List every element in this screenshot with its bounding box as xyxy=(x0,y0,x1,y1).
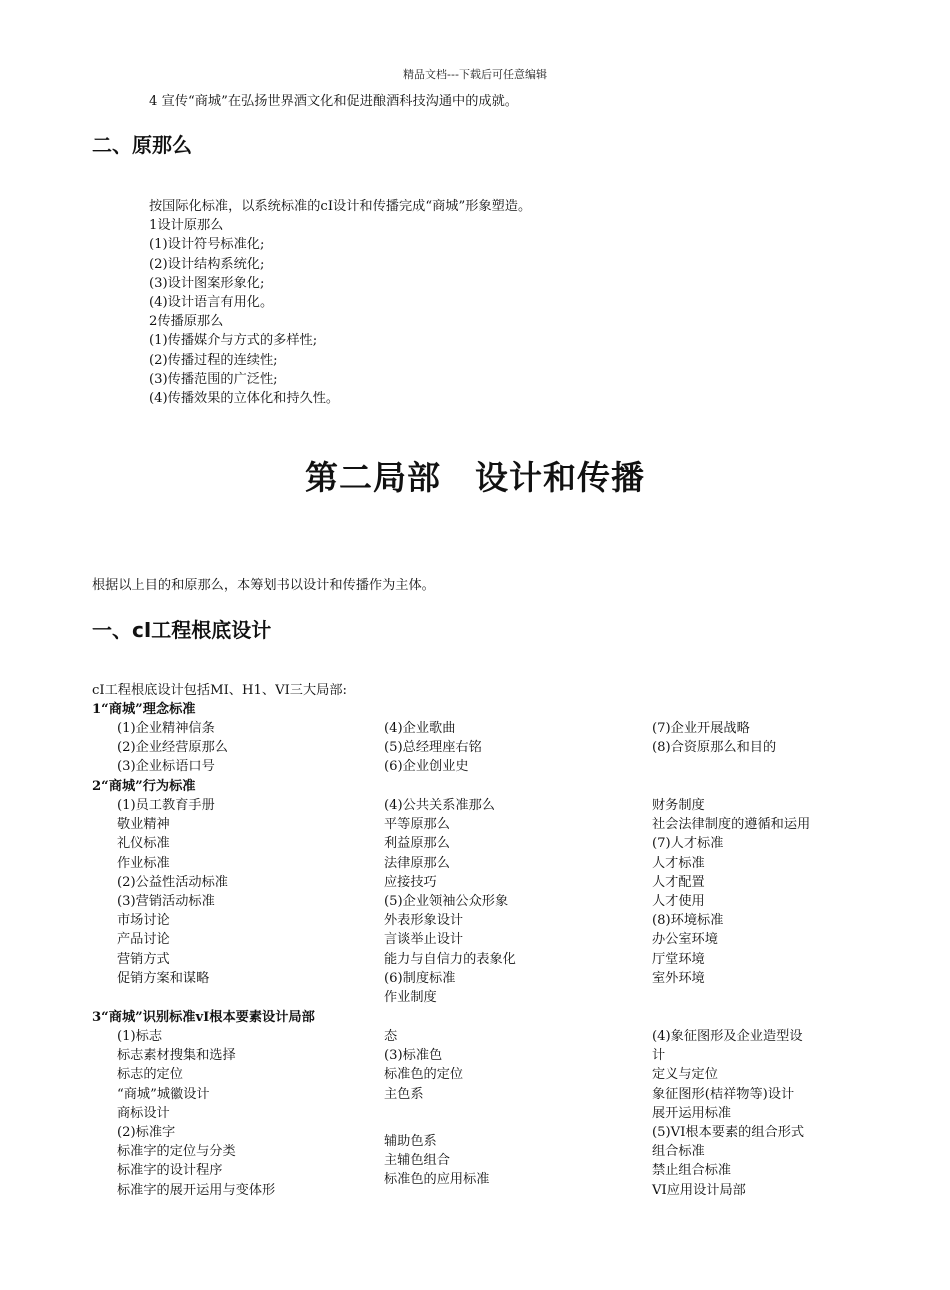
group-title-vi: 3“商城”识别标准vI根本要素设计局部 xyxy=(92,1010,315,1025)
list-item: (3)企业标语口号 xyxy=(117,759,215,775)
list-item: (8)环境标准 xyxy=(652,913,724,929)
section-heading-principles: 二、原那么 xyxy=(92,133,192,157)
list-item: (1)员工教育手册 xyxy=(117,798,215,813)
spread-principles-title: 2传播原那么 xyxy=(149,314,224,330)
list-item: 人才使用 xyxy=(652,894,705,910)
list-item: (3)设计图案形象化; xyxy=(149,275,265,291)
list-item: 商标设计 xyxy=(117,1105,170,1121)
part-intro: 根据以上目的和原那么，本筹划书以设计和传播作为主体。 xyxy=(92,578,435,593)
list-item: 作业制度 xyxy=(384,990,437,1006)
list-item: 言谈举止设计 xyxy=(384,932,464,948)
list-item: (7)企业开展战略 xyxy=(652,721,750,736)
list-item: 人才配置 xyxy=(652,874,705,890)
list-item: (2)设计结构系统化; xyxy=(149,256,265,272)
group3-col2a xyxy=(384,1027,463,1104)
list-item: 社会法律制度的遵循和运用 xyxy=(652,817,811,833)
principles-block xyxy=(149,197,531,408)
list-item: (8)合资原那么和目的 xyxy=(652,740,777,756)
list-item: 态 xyxy=(384,1029,398,1044)
list-item: (1)设计符号标准化; xyxy=(149,237,265,253)
group3-col3 xyxy=(652,1027,804,1200)
list-item: 敬业精神 xyxy=(117,817,170,833)
list-item: (2)公益性活动标准 xyxy=(117,874,228,890)
list-item: (4)设计语言有用化。 xyxy=(149,295,274,311)
list-item: (5)企业领袖公众形象 xyxy=(384,894,509,910)
list-item: (2)企业经营原那么 xyxy=(117,740,228,756)
list-item: 辅助色系 xyxy=(384,1134,437,1149)
list-item: (4)传播效果的立体化和持久性。 xyxy=(149,391,340,407)
group1-col3 xyxy=(652,719,776,757)
list-item: (1)企业精神信条 xyxy=(117,721,215,736)
list-item: (3)传播范围的广泛性; xyxy=(149,371,278,387)
list-item: (4)企业歌曲 xyxy=(384,721,456,736)
goal-item-4: 4 宣传“商城”在弘扬世界酒文化和促进酿酒科技沟通中的成就。 xyxy=(149,94,518,109)
list-item: (7)人才标准 xyxy=(652,836,724,852)
principles-intro: 按国际化标准，以系统标准的cI设计和传播完成“商城”形象塑造。 xyxy=(149,199,532,214)
list-item: (3)标准色 xyxy=(384,1048,443,1064)
list-item: 能力与自信力的表象化 xyxy=(384,951,516,967)
list-item: (2)传播过程的连续性; xyxy=(149,352,278,368)
list-item: 外表形象设计 xyxy=(384,913,464,929)
list-item: “商城”城徽设计 xyxy=(117,1086,210,1102)
group2-col3 xyxy=(652,796,810,988)
list-item: 人才标准 xyxy=(652,855,705,871)
list-item: (2)标准字 xyxy=(117,1125,176,1141)
group1-col1 xyxy=(117,719,228,777)
list-item: 禁止组合标准 xyxy=(652,1163,732,1179)
list-item: 财务制度 xyxy=(652,798,705,813)
list-item: 产品讨论 xyxy=(117,932,170,948)
list-item: 办公室环境 xyxy=(652,932,718,948)
list-item: 利益原那么 xyxy=(384,836,450,852)
list-item: (6)制度标准 xyxy=(384,970,456,986)
list-item: 定义与定位 xyxy=(652,1067,718,1083)
list-item: VI应用设计局部 xyxy=(652,1182,746,1198)
list-item: 展开运用标准 xyxy=(652,1105,732,1121)
list-item: (3)营销活动标准 xyxy=(117,894,215,910)
list-item: 标准色的定位 xyxy=(384,1067,464,1083)
list-item: 计 xyxy=(652,1048,666,1064)
list-item: 标志的定位 xyxy=(117,1067,183,1083)
list-item: (5)总经理座右铭 xyxy=(384,740,482,756)
section-heading-ci: 一、cI工程根底设计 xyxy=(92,618,272,642)
list-item: 室外环境 xyxy=(652,970,705,986)
group-title-bi: 2“商城”行为标准 xyxy=(92,779,196,794)
list-item: 应接技巧 xyxy=(384,874,437,890)
group1-col2 xyxy=(384,719,482,777)
list-item: (4)公共关系准那么 xyxy=(384,798,495,813)
list-item: 象征图形(桔祥物等)设计 xyxy=(652,1086,795,1102)
ci-intro: cI工程根底设计包括MI、H1、VI三大局部: xyxy=(92,683,347,698)
list-item: (6)企业创业史 xyxy=(384,759,469,775)
list-item: 主辅色组合 xyxy=(384,1153,450,1169)
group3-col2b xyxy=(384,1132,490,1190)
list-item: 标准字的设计程序 xyxy=(117,1163,223,1179)
part-title: 第二局部 设计和传播 xyxy=(305,458,645,497)
list-item: (4)象征图形及企业造型设 xyxy=(652,1029,803,1044)
list-item: 平等原那么 xyxy=(384,817,450,833)
list-item: 主色系 xyxy=(384,1086,424,1102)
design-principles-title: 1设计原那么 xyxy=(149,218,224,234)
list-item: 标准字的定位与分类 xyxy=(117,1144,236,1160)
list-item: (1)标志 xyxy=(117,1029,163,1044)
header-note: 精品文档---下载后可任意编辑 xyxy=(403,68,547,81)
list-item: 礼仪标准 xyxy=(117,836,170,852)
list-item: 标准色的应用标准 xyxy=(384,1172,490,1188)
list-item: (5)VI根本要素的组合形式 xyxy=(652,1125,805,1141)
list-item: 营销方式 xyxy=(117,951,170,967)
group2-col2 xyxy=(384,796,516,1007)
group-title-mi: 1“商城”理念标准 xyxy=(92,702,196,717)
group3-col1 xyxy=(117,1027,275,1200)
list-item: 标准字的展开运用与变体形 xyxy=(117,1182,276,1198)
list-item: 市场讨论 xyxy=(117,913,170,929)
group2-col1 xyxy=(117,796,228,988)
list-item: 法律原那么 xyxy=(384,855,450,871)
list-item: 厅堂环境 xyxy=(652,951,705,967)
list-item: (1)传播媒介与方式的多样性; xyxy=(149,333,318,349)
list-item: 作业标准 xyxy=(117,855,170,871)
list-item: 标志素材搜集和选择 xyxy=(117,1048,236,1064)
list-item: 促销方案和谋略 xyxy=(117,970,210,986)
list-item: 组合标准 xyxy=(652,1144,705,1160)
